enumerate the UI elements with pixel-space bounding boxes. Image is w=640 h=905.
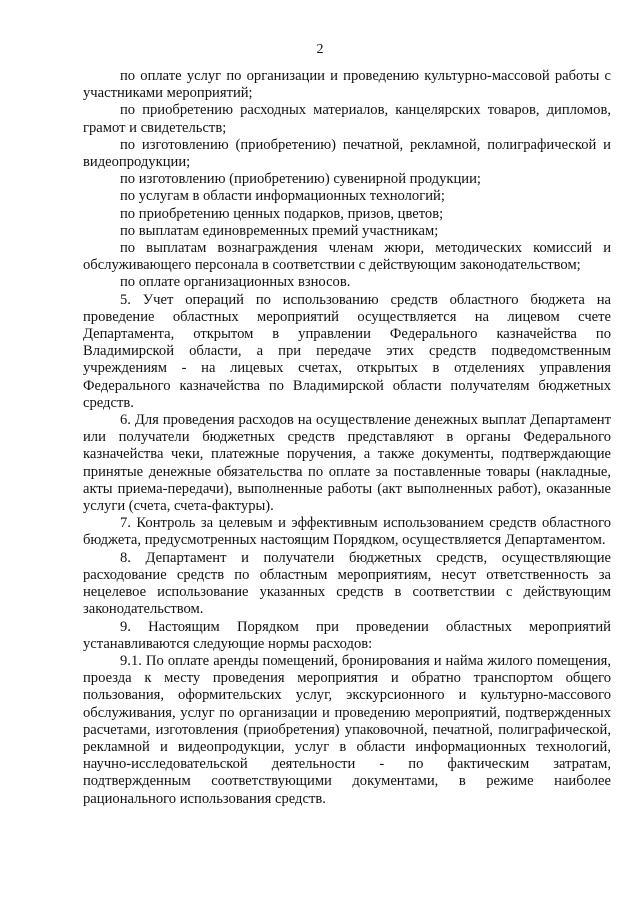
clause-8: 8. Департамент и получатели бюджетных средств, осуществляющие расходование средств по областным мероприятиям, несут ответственность за нецелевое использование указанных средств в соответствии с действующим законодательством. — [83, 549, 611, 618]
list-item-jury-remuneration: по выплатам вознаграждения членам жюри, методических комиссий и обслуживающего персонала в соответствии с действующим законодательством; — [83, 240, 611, 274]
clause-5: 5. Учет операций по использованию средств областного бюджета на проведение областных мероприятий осуществляется на лицевом счете Департамента, открытом в управлении Федерального казначейства по Владимирской области, а при передаче этих средств подведомственным учреждениям - на лицевых счетах, открытых в отделениях управления Федерального казначейства по Владимирской области получателям бюджетных средств. — [83, 291, 611, 411]
list-item-souvenirs: по изготовлению (приобретению) сувенирной продукции; — [120, 171, 481, 188]
list-item-it-services: по услугам в области информационных технологий; — [120, 188, 445, 205]
list-item-culture-services: по оплате услуг по организации и проведению культурно-массовой работы с участниками мероприятий; — [83, 68, 611, 102]
list-item-organizational-fees: по оплате организационных взносов. — [120, 274, 351, 291]
list-item-gifts-prizes: по приобретению ценных подарков, призов, цветов; — [120, 205, 444, 222]
clause-7: 7. Контроль за целевым и эффективным использованием средств областного бюджета, предусмотренных настоящим Порядком, осуществляется Департаментом. — [83, 515, 611, 549]
clause-6: 6. Для проведения расходов на осуществление денежных выплат Департамент или получатели бюджетных средств представляют в органы Федерального казначейства чеки, платежные поручения, а также документы, подтверждающие принятые денежные обязательства по оплате за поставленные товары (накладные, акты приема-передачи), выполненные работы (акт выполненных работ), оказанные услуги (счета, счета-фактуры). — [83, 412, 611, 515]
list-item-office-supplies: по приобретению расходных материалов, канцелярских товаров, дипломов, грамот и свидетельств; — [83, 102, 611, 136]
document-body — [83, 68, 611, 808]
page-number: 2 — [316, 42, 324, 57]
list-item-one-time-bonuses: по выплатам единовременных премий участникам; — [120, 222, 439, 239]
clause-9: 9. Настоящим Порядком при проведении областных мероприятий устанавливаются следующие нормы расходов: — [83, 618, 611, 652]
list-item-print-production: по изготовлению (приобретению) печатной, рекламной, полиграфической и видеопродукции; — [83, 136, 611, 171]
clause-9-1: 9.1. По оплате аренды помещений, бронирования и найма жилого помещения, проезда к месту проведения мероприятия и обратно транспортом общего пользования, оформительских услуг, экскурсионного и культурно-массового обслуживания, услуг по организации и проведению мероприятий, подтвержденных расчетами, изготовления (приобретения) упаковочной, печатной, полиграфической, рекламной и видеопродукции, услуг в области информационных технологий, научно-исследовательской деятельности - по фактическим затратам, подтвержденным соответствующими документами, в режиме наиболее рационального использования средств. — [83, 652, 611, 807]
